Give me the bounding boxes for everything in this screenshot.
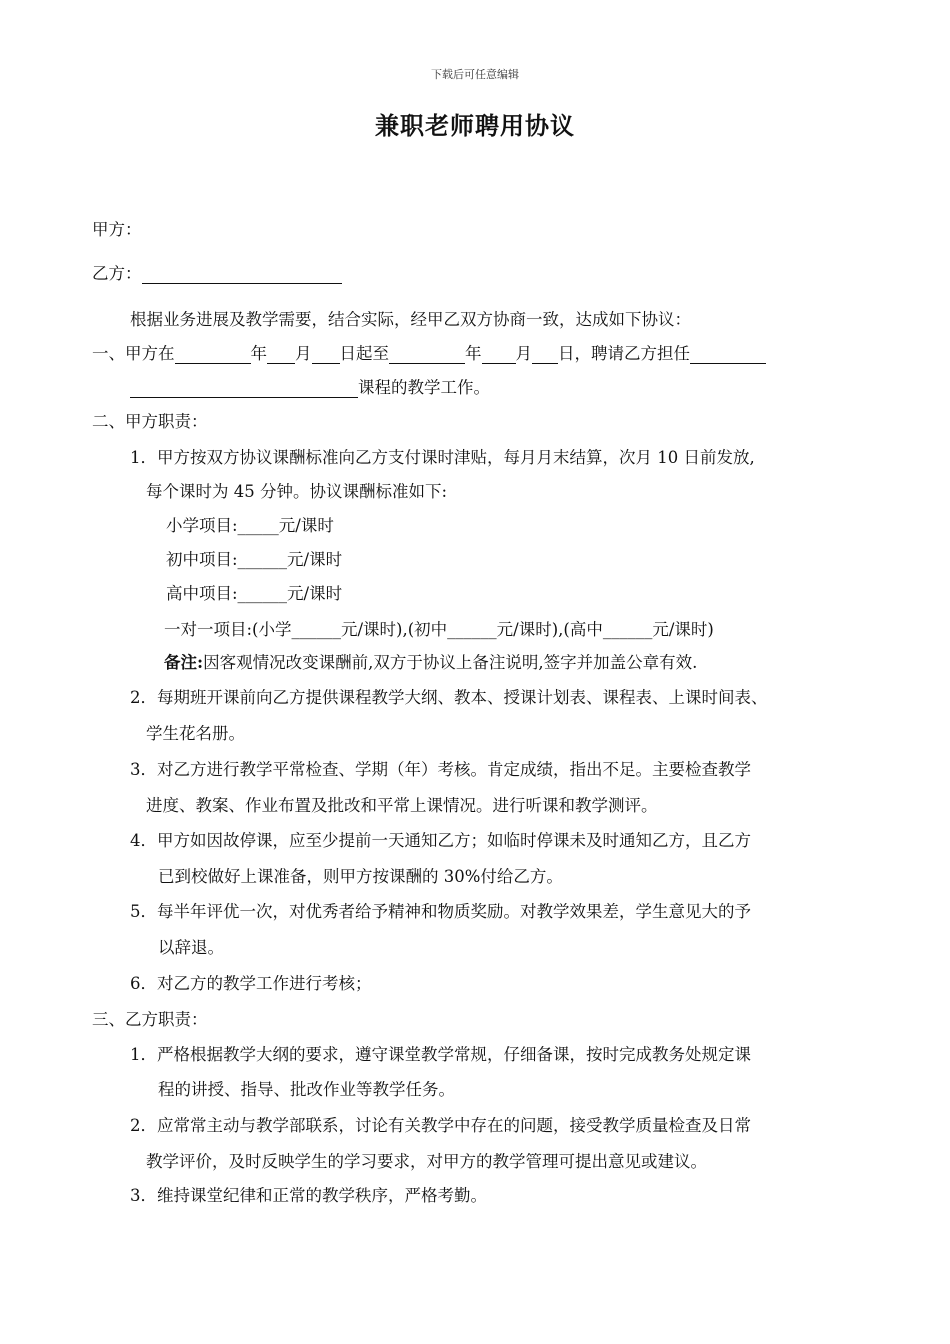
course-blank-2[interactable] — [130, 379, 358, 398]
end-day-blank[interactable] — [532, 347, 558, 364]
rate-senior: 高中项目:______元/课时 — [166, 584, 343, 603]
clause-1-line-1 — [92, 344, 766, 364]
remark-line — [164, 653, 697, 673]
s2-item-5-line-2: 以辞退。 — [158, 938, 224, 957]
day-label: 日起至 — [339, 344, 389, 363]
year-label-2: 年 — [465, 344, 482, 363]
month-label-2: 月 — [515, 344, 532, 363]
s3-item-1-line-1: 1．严格根据教学大纲的要求，遵守课堂教学常规，仔细备课，按时完成教务处规定课 — [130, 1045, 751, 1064]
clause-1-line-2 — [130, 378, 490, 398]
clause-1-prefix: 一、甲方在 — [92, 344, 175, 363]
start-year-blank[interactable] — [175, 345, 251, 364]
rate-one-on-one: 一对一项目:(小学______元/课时),(初中______元/课时),(高中______元/课时) — [164, 620, 714, 639]
party-a-label: 甲方： — [92, 220, 142, 239]
party-b-blank[interactable] — [142, 267, 342, 284]
s3-item-2-line-1: 2．应常常主动与教学部联系，讨论有关教学中存在的问题，接受教学质量检查及日常 — [130, 1116, 751, 1135]
start-month-blank[interactable] — [267, 345, 295, 364]
header-note: 下载后可任意编辑 — [431, 68, 519, 81]
s2-item-5-line-1: 5．每半年评优一次，对优秀者给予精神和物质奖励。对教学效果差，学生意见大的予 — [130, 902, 751, 921]
s3-item-1-line-2: 程的讲授、指导、批改作业等教学任务。 — [158, 1080, 455, 1099]
month-label: 月 — [295, 344, 312, 363]
s3-item-2-line-2: 教学评价，及时反映学生的学习要求，对甲方的教学管理可提出意见或建议。 — [146, 1152, 707, 1171]
s3-item-3: 3．维持课堂纪律和正常的教学秩序，严格考勤。 — [130, 1186, 487, 1205]
clause-1-suffix: 课程的教学工作。 — [358, 378, 490, 397]
document-title: 兼职老师聘用协议 — [375, 112, 575, 140]
s2-item-3-line-2: 进度、教案、作业布置及批改和平常上课情况。进行听课和教学测评。 — [146, 796, 658, 815]
s2-item-2-line-1: 2．每期班开课前向乙方提供课程教学大纲、教本、授课计划表、课程表、上课时间表、 — [130, 688, 768, 707]
course-blank-1[interactable] — [690, 345, 766, 364]
section-2-heading: 二、甲方职责： — [92, 412, 208, 431]
s2-item-2-line-2: 学生花名册。 — [146, 724, 245, 743]
remark-label: 备注: — [164, 653, 204, 672]
s2-item-3-line-1: 3．对乙方进行教学平常检查、学期（年）考核。肯定成绩，指出不足。主要检查教学 — [130, 760, 751, 779]
intro-text: 根据业务进展及教学需要，结合实际，经甲乙双方协商一致，达成如下协议： — [130, 310, 691, 329]
s2-item-4-line-1: 4．甲方如因故停课，应至少提前一天通知乙方；如临时停课未及时通知乙方，且乙方 — [130, 831, 751, 850]
s2-item-6: 6．对乙方的教学工作进行考核； — [130, 974, 372, 993]
s2-item-1-line-2: 每个课时为 45 分钟。协议课酬标准如下: — [146, 482, 448, 501]
end-year-blank[interactable] — [389, 347, 465, 364]
rate-junior: 初中项目:______元/课时 — [166, 550, 343, 569]
party-b-label: 乙方： — [92, 264, 142, 283]
section-3-heading: 三、乙方职责： — [92, 1010, 208, 1029]
day-label-2: 日，聘请乙方担任 — [558, 344, 690, 363]
s2-item-1-line-1: 1．甲方按双方协议课酬标准向乙方支付课时津贴，每月月末结算，次月 10 日前发放, — [130, 448, 755, 467]
rate-primary: 小学项目:_____元/课时 — [166, 516, 334, 535]
start-day-blank[interactable] — [312, 347, 340, 364]
year-label: 年 — [250, 344, 267, 363]
end-month-blank[interactable] — [482, 347, 516, 364]
party-b-line — [92, 264, 342, 284]
remark-text: 因客观情况改变课酬前,双方于协议上备注说明,签字并加盖公章有效. — [203, 653, 698, 672]
s2-item-4-line-2: 已到校做好上课准备，则甲方按课酬的 30%付给乙方。 — [158, 867, 563, 886]
